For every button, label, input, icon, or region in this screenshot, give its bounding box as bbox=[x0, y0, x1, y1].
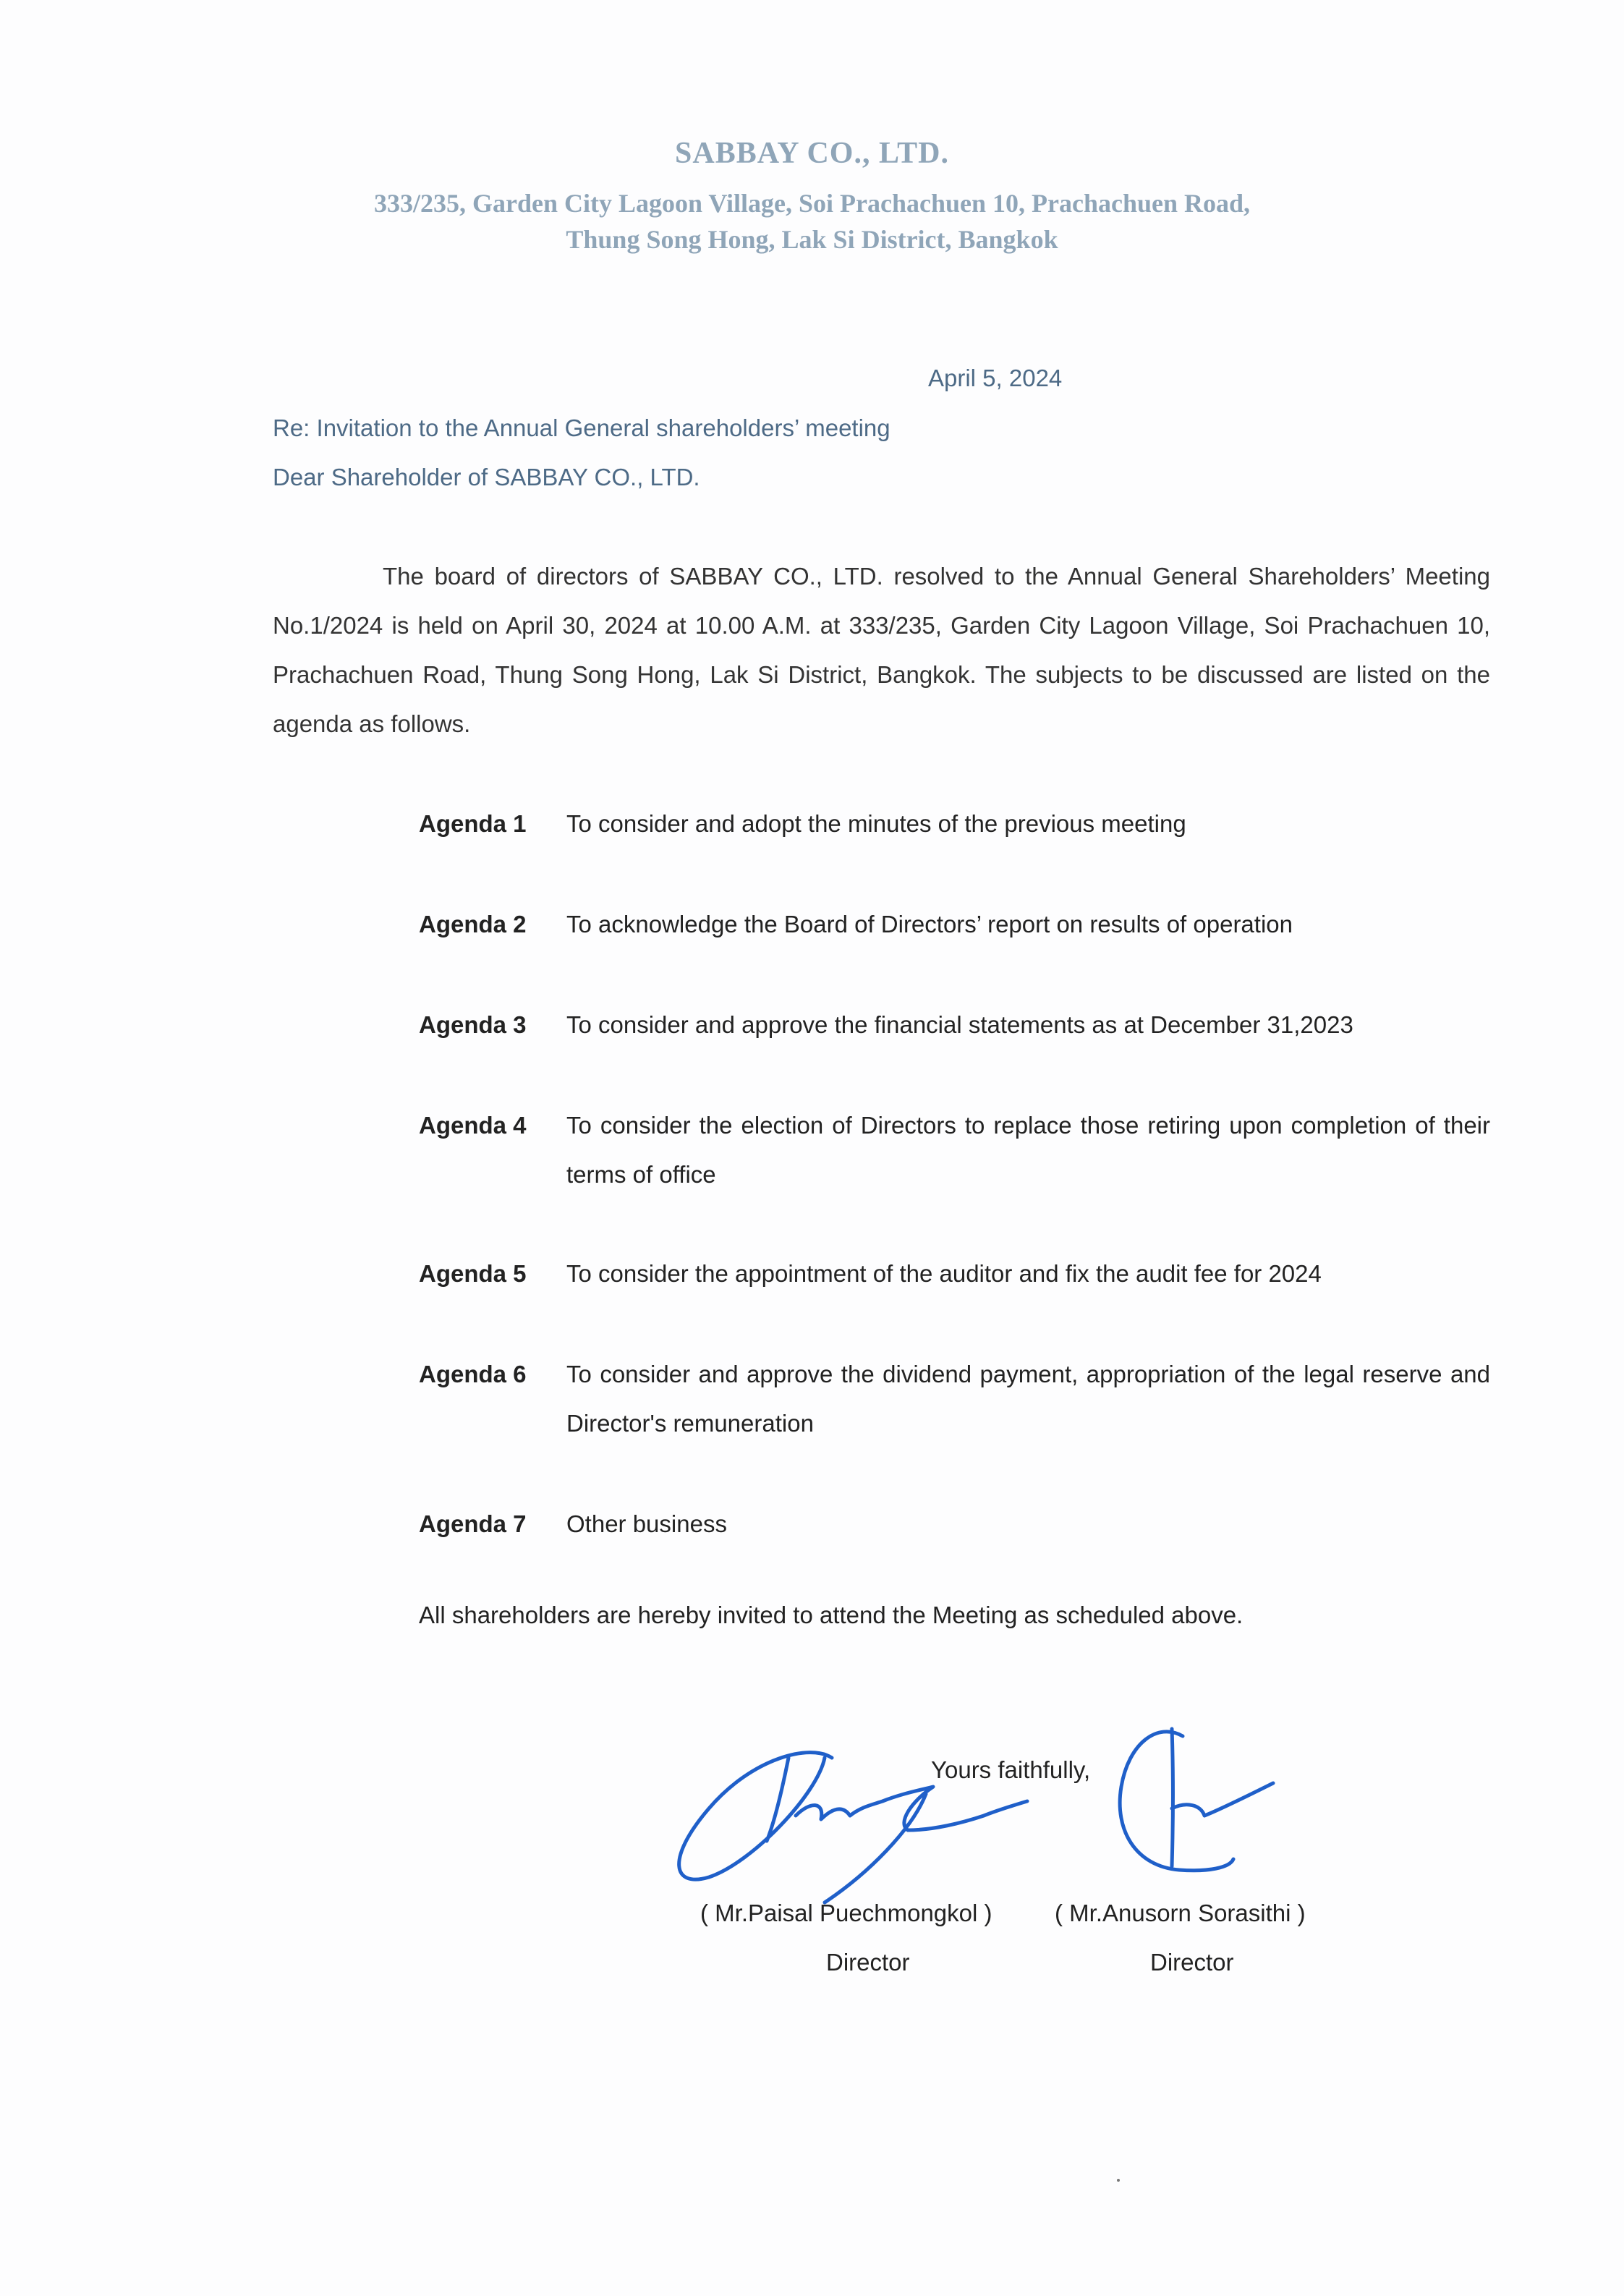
agenda-text: To consider and adopt the minutes of the previous meeting bbox=[566, 810, 1186, 837]
handwritten-signatures bbox=[651, 1714, 1374, 1931]
signatory-title: Director bbox=[1150, 1949, 1234, 1976]
letter-date: April 5, 2024 bbox=[928, 365, 1063, 391]
company-address-line2: Thung Song Hong, Lak Si District, Bangkok bbox=[566, 225, 1058, 254]
company-name: SABBAY CO., LTD. bbox=[675, 137, 949, 170]
sign-off: Yours faithfully, bbox=[931, 1756, 1091, 1783]
agenda-label: Agenda 1 bbox=[419, 810, 527, 837]
signatory-name: ( Mr.Paisal Puechmongkol ) bbox=[700, 1900, 992, 1926]
signatory-name: ( Mr.Anusorn Sorasithi ) bbox=[1055, 1900, 1306, 1926]
signature-anusorn bbox=[1120, 1729, 1273, 1871]
agenda-text: To consider and approve the financial statements as at December 31,2023 bbox=[566, 1011, 1353, 1038]
salutation: Dear Shareholder of SABBAY CO., LTD. bbox=[273, 464, 700, 490]
agenda-label: Agenda 4 bbox=[419, 1112, 527, 1139]
agenda-text: To consider the election of Directors to replace those retiring upon completion of their terms of office bbox=[566, 1112, 1490, 1188]
signatory-title: Director bbox=[826, 1949, 910, 1976]
agenda-text: Other business bbox=[566, 1510, 727, 1537]
agenda-text: To consider the appointment of the auditor and fix the audit fee for 2024 bbox=[566, 1260, 1322, 1287]
body-paragraph: The board of directors of SABBAY CO., LTD. resolved to the Annual General Shareholders’ Meeting No.1/2024 is held on April 30, 2024 at 10.00 A.M. at 333/235, Garden City Lagoon Village, Soi Prachachuen 10, Prachachuen Road, Thung Song Hong, Lak Si District, Bangkok. The subjects to be discussed are listed on the agenda as follows. bbox=[273, 563, 1490, 737]
agenda-label: Agenda 5 bbox=[419, 1260, 527, 1287]
agenda-label: Agenda 2 bbox=[419, 911, 527, 937]
subject-line: Re: Invitation to the Annual General shareholders’ meeting bbox=[273, 414, 890, 441]
agenda-label: Agenda 6 bbox=[419, 1361, 527, 1387]
agenda-text: To consider and approve the dividend payment, appropriation of the legal reserve and Director's remuneration bbox=[566, 1361, 1490, 1437]
scan-speck bbox=[1117, 2179, 1120, 2182]
agenda-label: Agenda 7 bbox=[419, 1510, 527, 1537]
company-address-line1: 333/235, Garden City Lagoon Village, Soi Prachachuen 10, Prachachuen Road, bbox=[373, 189, 1251, 218]
agenda-text: To acknowledge the Board of Directors’ report on results of operation bbox=[566, 911, 1293, 937]
closing-sentence: All shareholders are hereby invited to attend the Meeting as scheduled above. bbox=[419, 1602, 1243, 1628]
signature-paisal bbox=[679, 1753, 1027, 1902]
agenda-label: Agenda 3 bbox=[419, 1011, 527, 1038]
